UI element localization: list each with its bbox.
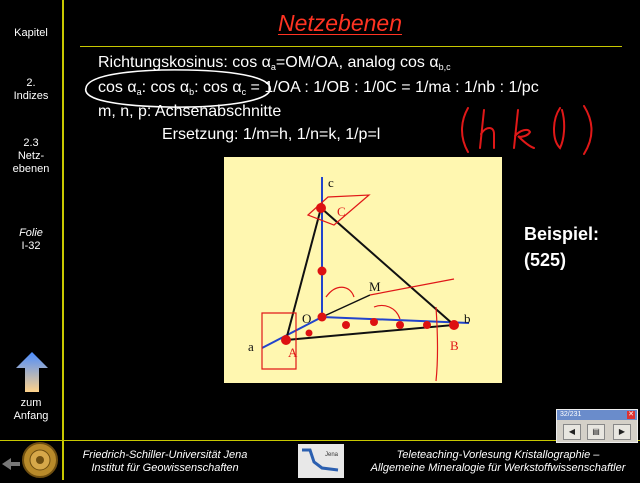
handwritten-arc: [326, 287, 354, 297]
text-line-4: Ersetzung: 1/m=h, 1/n=k, 1/p=l: [162, 126, 381, 143]
a-axis: [262, 317, 322, 348]
sidebar-divider: [62, 0, 64, 440]
nav-kapitel[interactable]: Kapitel: [14, 27, 48, 39]
player-next-button[interactable]: ▶: [613, 424, 631, 440]
point-a-1: [306, 330, 313, 337]
player-prev-button[interactable]: ◀: [563, 424, 581, 440]
svg-text:Jena: Jena: [325, 452, 339, 458]
point-origin: [318, 313, 327, 322]
example-label: Beispiel: (525): [524, 224, 600, 270]
slide-player-widget: [556, 409, 638, 443]
point-b-4: [423, 321, 431, 329]
university-seal-icon: [20, 441, 60, 479]
point-b-3: [396, 321, 404, 329]
lattice-plane-diagram: [224, 157, 502, 383]
label-B: B: [450, 338, 459, 353]
institute-logo: [298, 444, 344, 478]
handwritten-ellipse: [78, 66, 278, 112]
point-b-intercept: [449, 320, 459, 330]
label-a: a: [248, 339, 254, 354]
handwritten-hkl: [456, 100, 606, 156]
normal-om: [322, 295, 370, 317]
footer-divider: [0, 440, 640, 441]
point-c-intercept: [316, 203, 326, 213]
text-line-3: m, n, p: Achsenabschnitte: [98, 103, 282, 120]
point-b-2: [370, 318, 378, 326]
player-toc-button[interactable]: ▤: [587, 424, 605, 440]
nav-folie: Folie I-32: [19, 227, 43, 252]
label-C: C: [337, 204, 346, 219]
page-title: Netzebenen: [277, 10, 403, 36]
handwritten-curve-b: [436, 307, 438, 381]
label-A: A: [288, 345, 298, 360]
point-a-intercept: [281, 335, 291, 345]
label-b: b: [464, 311, 471, 326]
label-c: c: [328, 175, 334, 190]
nav-chapter-indizes[interactable]: 2. Indizes: [13, 77, 49, 102]
point-b-1: [342, 321, 350, 329]
handwritten-arc-2: [374, 306, 400, 320]
text-line-1: Richtungskosinus: $\cos \alpha_a=OM/OA$, analog $\cos \alpha_{b,c}$: [98, 54, 451, 72]
footer-divider-left: [62, 440, 64, 480]
close-icon[interactable]: ✕: [628, 411, 634, 418]
point-c-2: [318, 267, 327, 276]
title-divider: [80, 46, 622, 47]
handwritten-line-m: [370, 279, 454, 295]
footer-university: Friedrich-Schiller-Universität Jena Institut für Geowissenschaften: [82, 449, 248, 474]
footer-course: Teleteaching-Vorlesung Kristallographie – Allgemeine Mineralogie für Werkstoffwissenschaftler: [370, 449, 626, 474]
prev-arrow-icon[interactable]: [2, 458, 20, 470]
text-line-2: $\cos \alpha_a$: $\cos \alpha_b$: $\cos \alpha_c = 1/OA$ : 1/OB : 1/0C = 1/ma : 1/nb : 1/pc: [98, 79, 539, 97]
label-O: O: [302, 311, 312, 326]
nav-section-netzebenen[interactable]: 2.3 Netz- ebenen: [12, 137, 50, 175]
slide-counter: 32/231: [557, 410, 637, 420]
label-M: M: [369, 279, 381, 294]
nav-zum-anfang[interactable]: zum Anfang: [13, 397, 49, 422]
up-arrow-icon[interactable]: [16, 352, 48, 392]
